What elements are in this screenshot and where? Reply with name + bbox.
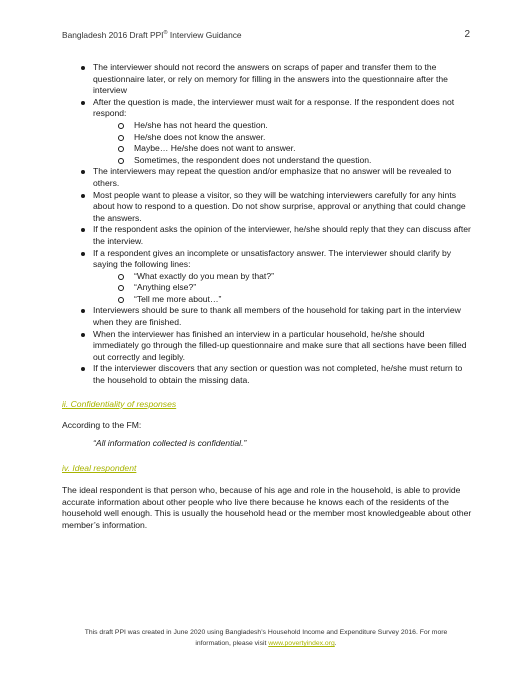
ideal-respondent-paragraph: The ideal respondent is that person who, because of his age and role in the household, is able to provide accurate information about other people who live there because he knows each of the residents of the household well enough. This is usually the household head or the member most knowledgeable about other member’s information.	[62, 485, 472, 530]
confidentiality-intro: According to the FM:	[62, 420, 142, 431]
bullet-item	[62, 62, 472, 97]
hollow-circle-icon	[118, 158, 124, 164]
page-header	[62, 30, 470, 44]
bullet-item	[62, 166, 472, 189]
bullet-text: The interviewer should not record the answers on scraps of paper and transfer them to the questionnaire later, or rely on memory for filling in the answers into the questionnaire after the interview	[93, 62, 448, 96]
bullet-text: If the respondent asks the opinion of the interviewer, he/she should reply that they can discuss after the interview.	[93, 224, 471, 246]
hollow-circle-icon	[118, 123, 124, 129]
bullet-item	[62, 224, 472, 247]
bullet-dot-icon	[81, 228, 85, 232]
bullet-item	[62, 190, 472, 225]
sub-bullet-text: Sometimes, the respondent does not understand the question.	[134, 154, 372, 165]
sub-bullet-text: He/she has not heard the question.	[134, 119, 268, 130]
bullet-item	[62, 363, 472, 386]
sub-bullet-item	[108, 271, 472, 283]
sub-bullet-list	[93, 120, 472, 166]
sub-bullet-item	[108, 294, 472, 306]
bullet-item	[62, 305, 472, 328]
bullet-text: If a respondent gives an incomplete or unsatisfactory answer. The interviewer should clarify by saying the following lines:	[93, 247, 452, 270]
bullet-item	[62, 329, 472, 364]
bullet-text: After the question is made, the interviewer must wait for a response. If the respondent does not respond:	[93, 96, 455, 119]
sub-bullet-list	[93, 271, 472, 306]
bullet-item	[62, 248, 472, 306]
sub-bullet-item	[108, 120, 472, 132]
sub-bullet-item	[108, 155, 472, 167]
page-number: 2	[464, 29, 470, 40]
sub-bullet-text: “Tell me more about…”	[134, 293, 222, 304]
bullet-text: The interviewers may repeat the question and/or emphasize that no answer will be revealed to others.	[93, 166, 452, 188]
hollow-circle-icon	[118, 297, 124, 303]
hollow-circle-icon	[118, 274, 124, 280]
sub-bullet-text: Maybe… He/she does not want to answer.	[134, 143, 296, 154]
page-footer	[62, 627, 470, 649]
bullet-dot-icon	[81, 252, 85, 256]
footer-line-2-end: .	[334, 640, 337, 647]
bullet-text: When the interviewer has finished an interview in a particular household, he/she should immediately go through the filled-up questionnaire and make sure that all sections have been filled out correctly and legibly.	[93, 328, 467, 362]
sub-bullet-item	[108, 282, 472, 294]
sub-bullet-item	[108, 143, 472, 155]
bullet-item	[62, 97, 472, 167]
bullet-dot-icon	[81, 194, 85, 198]
bullet-text: If the interviewer discovers that any section or question was not completed, he/she must return to the household to obtain the missing data.	[93, 363, 463, 386]
sub-bullet-text: “Anything else?”	[134, 282, 197, 293]
bullet-dot-icon	[81, 101, 85, 105]
section-heading-confidentiality: ii. Confidentiality of responses	[62, 398, 177, 409]
footer-line-1: This draft PPI was created in June 2020 using Bangladesh’s Household Income and Expenditure Survey 2016. For more	[84, 629, 448, 636]
document-title-text: Bangladesh 2016 Draft PPI	[62, 30, 164, 40]
hollow-circle-icon	[118, 135, 124, 141]
document-title	[62, 30, 242, 40]
bullet-dot-icon	[81, 309, 85, 313]
document-body	[62, 62, 472, 531]
registered-mark: ®	[163, 30, 168, 37]
document-title-rest: Interview Guidance	[167, 30, 242, 40]
bullet-dot-icon	[81, 66, 85, 70]
guidance-bullet-list	[62, 62, 472, 387]
bullet-dot-icon	[81, 333, 85, 337]
footer-line-2-text: information, please visit	[195, 640, 269, 647]
hollow-circle-icon	[118, 285, 124, 291]
sub-bullet-text: “What exactly do you mean by that?”	[134, 270, 274, 281]
bullet-dot-icon	[81, 170, 85, 174]
section-heading-ideal-respondent: iv. Ideal respondent	[62, 463, 137, 474]
confidentiality-quote: “All information collected is confidential.”	[93, 437, 247, 448]
sub-bullet-item	[108, 132, 472, 144]
bullet-text: Interviewers should be sure to thank all members of the household for taking part in the interview when they are finished.	[93, 305, 461, 328]
bullet-text: Most people want to please a visitor, so they will be watching interviewers carefully for any hints about how to respond to a question. Do not show surprise, approval or anything that could change the answers.	[93, 189, 466, 223]
footer-line-2	[62, 638, 470, 649]
sub-bullet-text: He/she does not know the answer.	[134, 131, 266, 142]
povertyindex-link[interactable]: www.povertyindex.org	[268, 640, 335, 647]
hollow-circle-icon	[118, 146, 124, 152]
bullet-dot-icon	[81, 367, 85, 371]
